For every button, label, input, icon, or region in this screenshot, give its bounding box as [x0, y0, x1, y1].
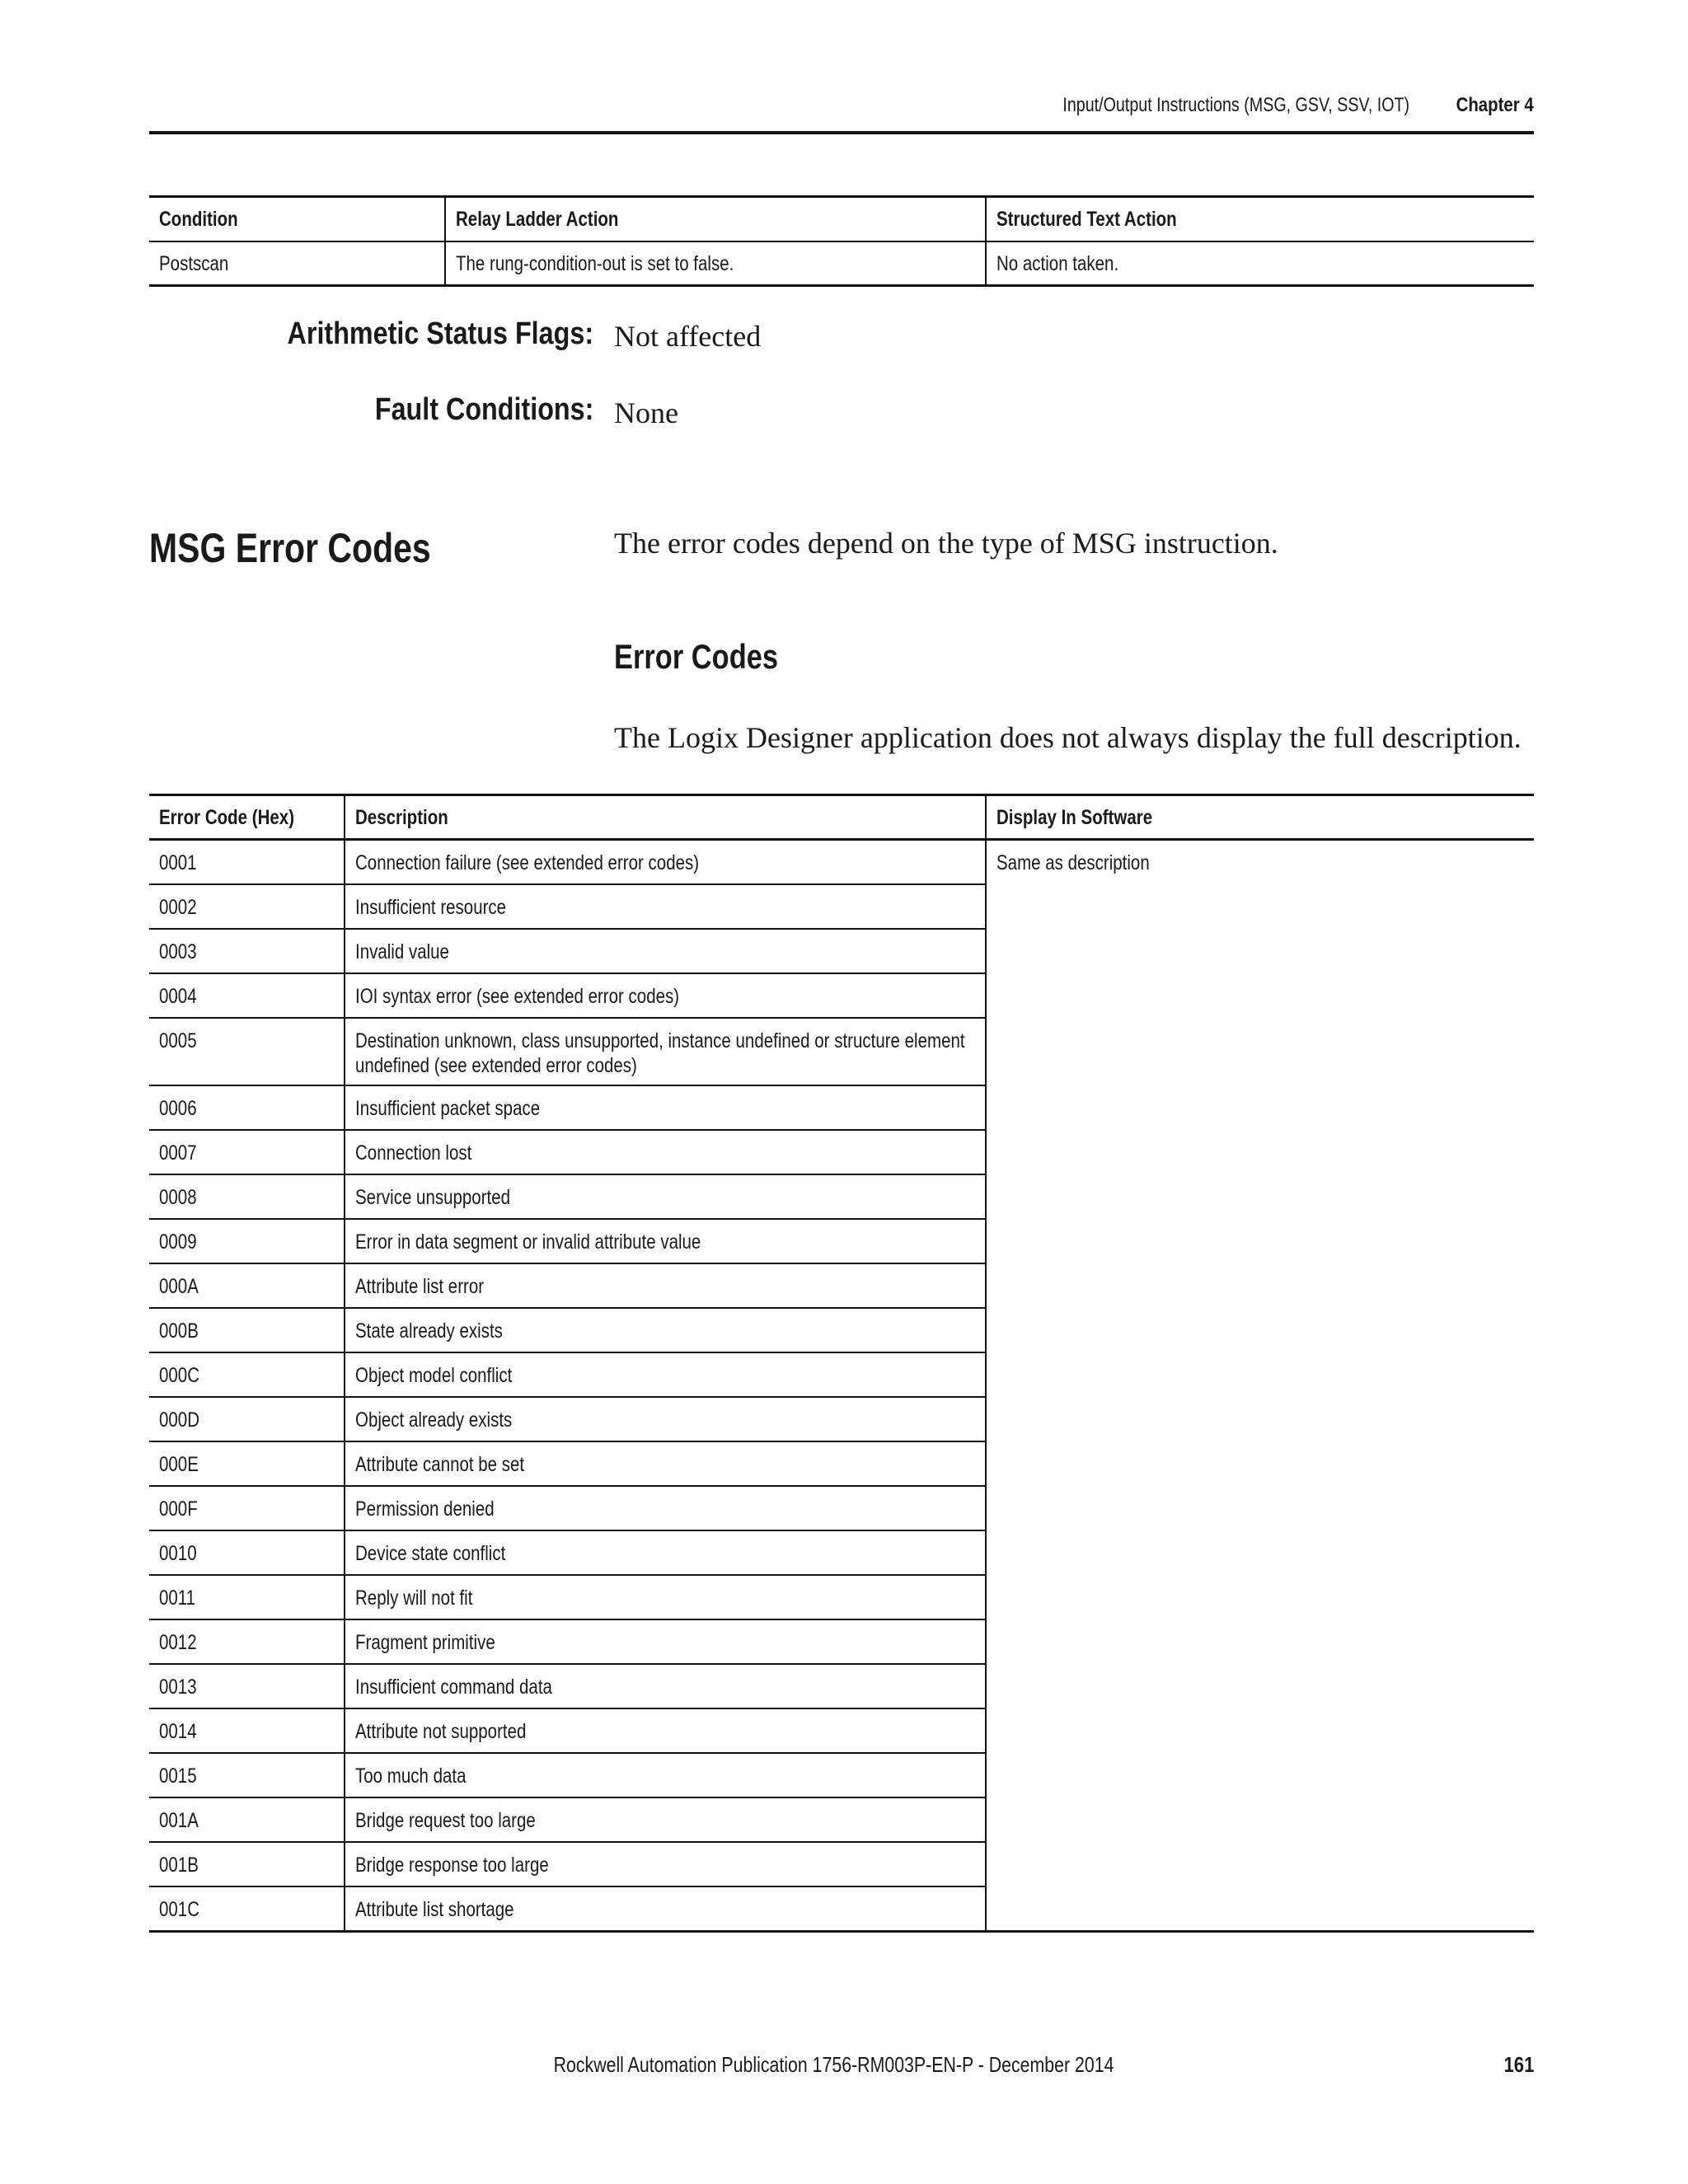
col-header-error-code: Error Code (Hex)	[149, 795, 345, 840]
condition-table-header	[149, 197, 1534, 242]
description-cell: Permission denied	[345, 1486, 986, 1530]
arithmetic-flags-label: Arithmetic Status Flags:	[287, 316, 593, 351]
error-code-cell: 0007	[149, 1130, 345, 1174]
condition-table	[149, 195, 1534, 287]
error-codes-table	[149, 794, 1534, 1933]
description-cell: Attribute list error	[345, 1263, 986, 1308]
description-cell: Too much data	[345, 1753, 986, 1797]
error-code-cell: 000B	[149, 1308, 345, 1352]
description-cell: Fragment primitive	[345, 1619, 986, 1664]
description-cell: Error in data segment or invalid attribute value	[345, 1219, 986, 1263]
error-code-cell: 0003	[149, 929, 345, 973]
structured-text-cell: No action taken.	[986, 241, 1534, 286]
description-cell: Insufficient packet space	[345, 1085, 986, 1130]
description-cell: Attribute list shortage	[345, 1886, 986, 1932]
col-header-display: Display In Software	[986, 795, 1534, 840]
error-table-header	[149, 795, 1534, 840]
page-number: 161	[1503, 2052, 1534, 2077]
table-row	[149, 241, 1534, 286]
error-table-body	[149, 840, 1534, 1932]
description-cell: Insufficient resource	[345, 884, 986, 929]
error-code-cell: 0001	[149, 840, 345, 885]
error-code-cell: 0006	[149, 1085, 345, 1130]
col-header-structured-text: Structured Text Action	[986, 197, 1534, 242]
table-row	[149, 840, 1534, 885]
error-code-cell: 000F	[149, 1486, 345, 1530]
display-in-software-cell: Same as description	[986, 840, 1534, 1932]
header-chapter: Chapter 4	[1456, 94, 1534, 116]
header-rule	[149, 131, 1534, 134]
error-code-cell: 0015	[149, 1753, 345, 1797]
description-cell: Bridge request too large	[345, 1797, 986, 1842]
running-header	[987, 94, 1534, 117]
description-cell: Service unsupported	[345, 1174, 986, 1219]
relay-ladder-cell: The rung-condition-out is set to false.	[445, 241, 986, 286]
error-code-cell: 0010	[149, 1530, 345, 1575]
error-code-cell: 001B	[149, 1842, 345, 1886]
description-cell: Connection lost	[345, 1130, 986, 1174]
description-cell: Insufficient command data	[345, 1664, 986, 1708]
header-title: Input/Output Instructions (MSG, GSV, SSV, IOT)	[1062, 94, 1410, 116]
error-code-cell: 0004	[149, 973, 345, 1018]
error-code-cell: 0005	[149, 1018, 345, 1085]
description-cell: Object already exists	[345, 1397, 986, 1441]
section-note: The Logix Designer application does not always display the full description.	[614, 721, 1522, 754]
description-cell: Object model conflict	[345, 1352, 986, 1397]
error-code-cell: 0009	[149, 1219, 345, 1263]
col-header-description: Description	[345, 795, 986, 840]
condition-cell: Postscan	[159, 251, 229, 275]
section-title: MSG Error Codes	[149, 525, 431, 571]
description-cell: Attribute cannot be set	[345, 1441, 986, 1486]
error-code-cell: 000D	[149, 1397, 345, 1441]
error-code-cell: 0011	[149, 1575, 345, 1619]
error-code-cell: 000A	[149, 1263, 345, 1308]
error-code-cell: 001A	[149, 1797, 345, 1842]
error-code-cell: 0008	[149, 1174, 345, 1219]
col-header-relay-ladder: Relay Ladder Action	[445, 197, 986, 242]
description-cell: Connection failure (see extended error codes)	[345, 840, 986, 885]
description-cell: Bridge response too large	[345, 1842, 986, 1886]
description-cell: State already exists	[345, 1308, 986, 1352]
col-header-condition: Condition	[149, 197, 445, 242]
subsection-title: Error Codes	[614, 637, 779, 676]
description-cell: Destination unknown, class unsupported, instance undefined or structure element undefined (see extended error codes)	[345, 1018, 986, 1085]
description-cell: Attribute not supported	[345, 1708, 986, 1753]
section-intro: The error codes depend on the type of MSG instruction.	[614, 527, 1278, 560]
footer-publication: Rockwell Automation Publication 1756-RM003P-EN-P - December 2014	[554, 2052, 1114, 2077]
error-code-cell: 0012	[149, 1619, 345, 1664]
description-cell: IOI syntax error (see extended error codes)	[345, 973, 986, 1018]
fault-conditions-value: None	[614, 396, 678, 429]
error-code-cell: 0002	[149, 884, 345, 929]
fault-conditions-label: Fault Conditions:	[374, 392, 593, 427]
error-code-cell: 0013	[149, 1664, 345, 1708]
error-code-cell: 001C	[149, 1886, 345, 1932]
arithmetic-flags-value: Not affected	[614, 320, 762, 353]
description-cell: Reply will not fit	[345, 1575, 986, 1619]
error-code-cell: 000E	[149, 1441, 345, 1486]
description-cell: Device state conflict	[345, 1530, 986, 1575]
error-code-cell: 000C	[149, 1352, 345, 1397]
error-code-cell: 0014	[149, 1708, 345, 1753]
description-cell: Invalid value	[345, 929, 986, 973]
